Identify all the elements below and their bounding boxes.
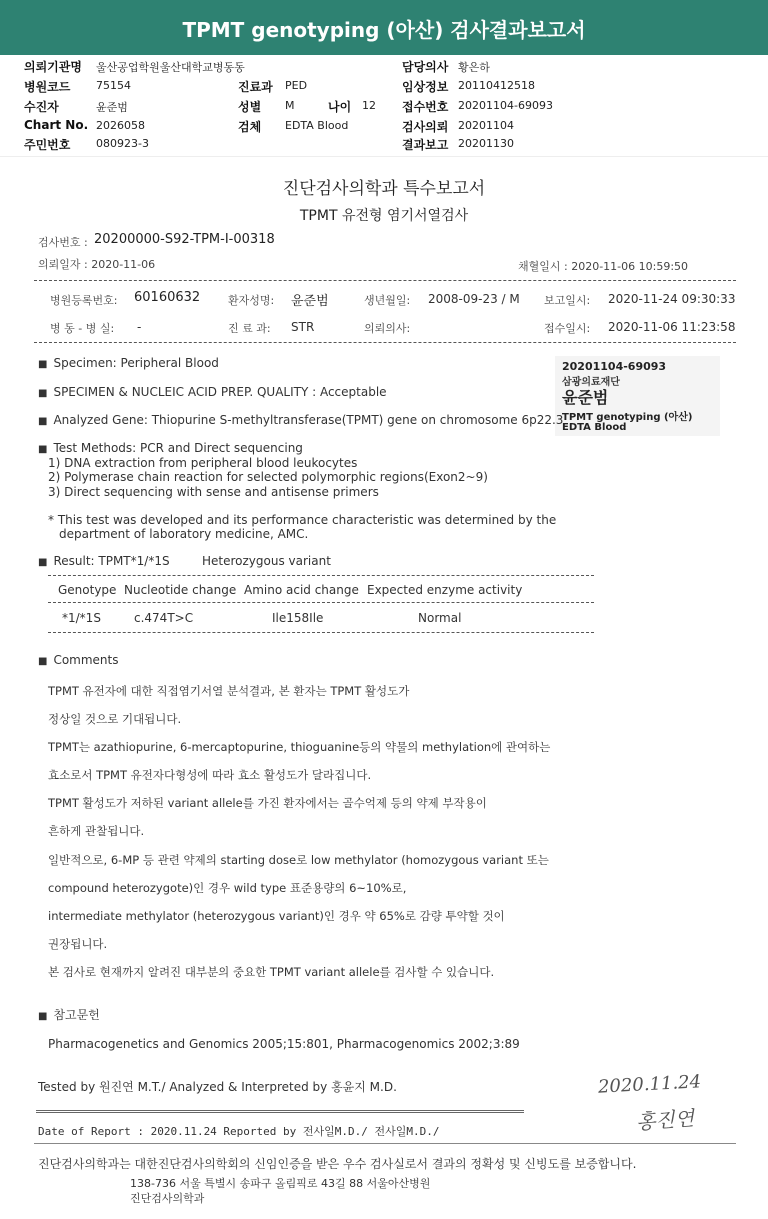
comment-line: 본 검사로 현재까지 알려진 대부분의 중요한 TPMT variant allele를 검사할 수 있습니다. [48,965,495,979]
note-line-2: department of laboratory medicine, AMC. [59,527,309,541]
rrn-value: 080923-3 [96,137,149,150]
sticker-line-4: TPMT genotyping (아산) [562,412,693,423]
comments-title: ■ Comments [38,653,119,667]
chart-no-value: 2026058 [96,119,145,132]
hospital-value: 울산공업학원울산대학교병동동 [96,61,245,74]
recv-dt-value: 2020-11-06 11:23:58 [608,320,736,334]
report-dt-label: 보고일시: [544,294,591,307]
recv-dt-label: 접수일시: [544,322,591,335]
footer-dept: 진단검사의학과 [130,1192,205,1205]
age-value: 12 [362,99,376,112]
receipt-no-value: 20201104-69093 [458,99,553,112]
result-report-label: 결과보고 [402,138,449,152]
sex-label: 성별 [238,100,262,114]
name-label: 환자성명: [228,294,275,307]
exam-no-label: 검사번호 : [38,236,88,249]
dept-value: PED [285,79,308,92]
patient-value: 윤준범 [96,101,128,114]
specimen-value: EDTA Blood [285,119,349,132]
comment-line: TPMT는 azathiopurine, 6-mercaptopurine, thioguanine등의 약물의 methylation에 관여하는 [48,740,551,754]
note-line-1: * This test was developed and its performance characteristic was determined by the [48,513,557,527]
request-date: 의뢰일자 : 2020-11-06 [38,258,156,271]
exam-no: 20200000-S92-TPM-I-00318 [94,232,275,247]
divider-2 [34,342,736,343]
references-title: ■ 참고문헌 [38,1006,100,1023]
references-text: Pharmacogenetics and Genomics 2005;15:801, Pharmacogenomics 2002;3:89 [48,1037,520,1051]
method-3: 3) Direct sequencing with sense and antisense primers [48,485,379,499]
patient-label: 수진자 [24,100,59,114]
collect-date: 채혈일시 : 2020-11-06 10:59:50 [518,260,689,273]
reg-value: 60160632 [134,290,201,305]
method-1: 1) DNA extraction from peripheral blood leukocytes [48,456,358,470]
cell-amino: Ile158Ile [272,611,324,625]
rrn-label: 주민번호 [24,138,71,152]
comment-line: 효소로서 TPMT 유전자다형성에 따라 효소 활성도가 달라집니다. [48,768,372,782]
receipt-no-label: 접수번호 [402,100,449,114]
report-title: TPMT genotyping (아산) 검사결과보고서 [182,18,586,42]
result-value: Heterozygous variant [202,554,331,568]
handwritten-date: 2020.11.24 [597,1071,702,1098]
comment-line: 흔하게 관찰됩니다. [48,824,145,838]
divider-1 [34,280,736,281]
dob-value: 2008-09-23 / M [428,292,520,306]
methods-line: ■ Test Methods: PCR and Direct sequencing [38,441,303,455]
ward-value: - [137,320,142,334]
quality-line: ■ SPECIMEN & NUCLEIC ACID PREP. QUALITY : Acceptable [38,385,387,399]
comment-line: TPMT 활성도가 저하된 variant allele를 가진 환자에서는 골수억제 등의 약제 부작용이 [48,796,487,810]
specimen-label: 검체 [238,120,262,134]
footer-statement: 진단검사의학과는 대한진단검사의학회의 신임인증을 받은 우수 검사실로서 결과의 정확성 및 신빙도를 보증합니다. [38,1157,637,1171]
sticker-line-3: 윤준범 [562,388,609,407]
result-label: ■ Result: TPMT*1/*1S [38,554,170,568]
col-genotype: Genotype [58,583,117,597]
cell-enzyme: Normal [418,611,462,625]
report-subheading: TPMT 유전형 염기서열검사 [299,208,469,224]
comment-line: 일반적으로, 6-MP 등 관련 약제의 starting dose로 low methylator (homozygous variant 또는 [48,853,549,867]
table-bottom-rule [48,632,594,633]
request-label: 검사의뢰 [402,120,449,134]
comment-line: 정상일 것으로 기대됩니다. [48,712,182,726]
chart-no-label: Chart No. [24,118,89,132]
req-doctor-label: 의뢰의사: [364,322,411,335]
handwritten-signature: 홍진연 [635,1106,695,1134]
report-heading: 진단검사의학과 특수보고서 [282,179,486,199]
col-enzyme: Expected enzyme activity [367,583,523,597]
comment-line: 권장됩니다. [48,937,108,951]
sticker-line-2: 삼광의료재단 [562,377,620,388]
sticker-line-5: EDTA Blood [562,422,627,433]
hospcode-value: 75154 [96,79,131,92]
hospital-label: 의뢰기관명 [24,60,82,74]
name-value: 윤준범 [291,294,329,309]
request-value: 20201104 [458,119,514,132]
clinical-label: 임상정보 [402,80,449,94]
hospcode-label: 병원코드 [24,80,71,94]
dept-label-2: 진 료 과: [228,322,271,335]
date-of-report: Date of Report : 2020.11.24 Reported by 전사일M.D./ 전사일M.D./ [38,1125,440,1138]
reg-label: 병원등록번호: [50,294,118,307]
specimen-line: ■ Specimen: Peripheral Blood [38,356,219,370]
result-report-value: 20201130 [458,137,514,150]
clinical-value: 20110412518 [458,79,535,92]
sex-value: M [285,99,295,112]
doctor-label: 담당의사 [402,60,449,74]
col-nucleotide: Nucleotide change [124,583,237,597]
cell-genotype: *1/*1S [62,611,101,625]
table-mid-rule [48,602,594,603]
footer-address: 138-736 서울 특별시 송파구 올림픽로 43길 88 서울아산병원 [130,1177,431,1190]
comment-line: compound heterozygote)인 경우 wild type 표준용량의 6~10%로, [48,881,407,895]
sticker-line-1: 20201104-69093 [562,360,667,373]
method-2: 2) Polymerase chain reaction for selected polymorphic regions(Exon2~9) [48,470,488,484]
age-label: 나이 [328,100,352,114]
ward-label: 병 동 - 병 실: [50,322,115,335]
footer-rule [34,1143,736,1144]
title-bar [0,0,768,55]
report-dt-value: 2020-11-24 09:30:33 [608,292,736,306]
comment-line: TPMT 유전자에 대한 직접염기서열 분석결과, 본 환자는 TPMT 활성도가 [48,684,410,698]
gene-line: ■ Analyzed Gene: Thiopurine S-methyltransferase(TPMT) gene on chromosome 6p22.3 [38,413,563,427]
doctor-value: 황은하 [458,61,490,74]
tested-by: Tested by 원진연 M.T./ Analyzed & Interpreted by 홍윤지 M.D. [38,1080,397,1094]
dob-label: 생년월일: [364,294,411,307]
table-top-rule [48,575,594,576]
dept-label: 진료과 [238,80,273,94]
col-amino: Amino acid change [244,583,359,597]
cell-nucleotide: c.474T>C [134,611,194,625]
dept-value-2: STR [291,320,315,334]
signature-rule [36,1110,524,1113]
comment-line: intermediate methylator (heterozygous variant)인 경우 약 65%로 감량 투약할 것이 [48,909,505,923]
